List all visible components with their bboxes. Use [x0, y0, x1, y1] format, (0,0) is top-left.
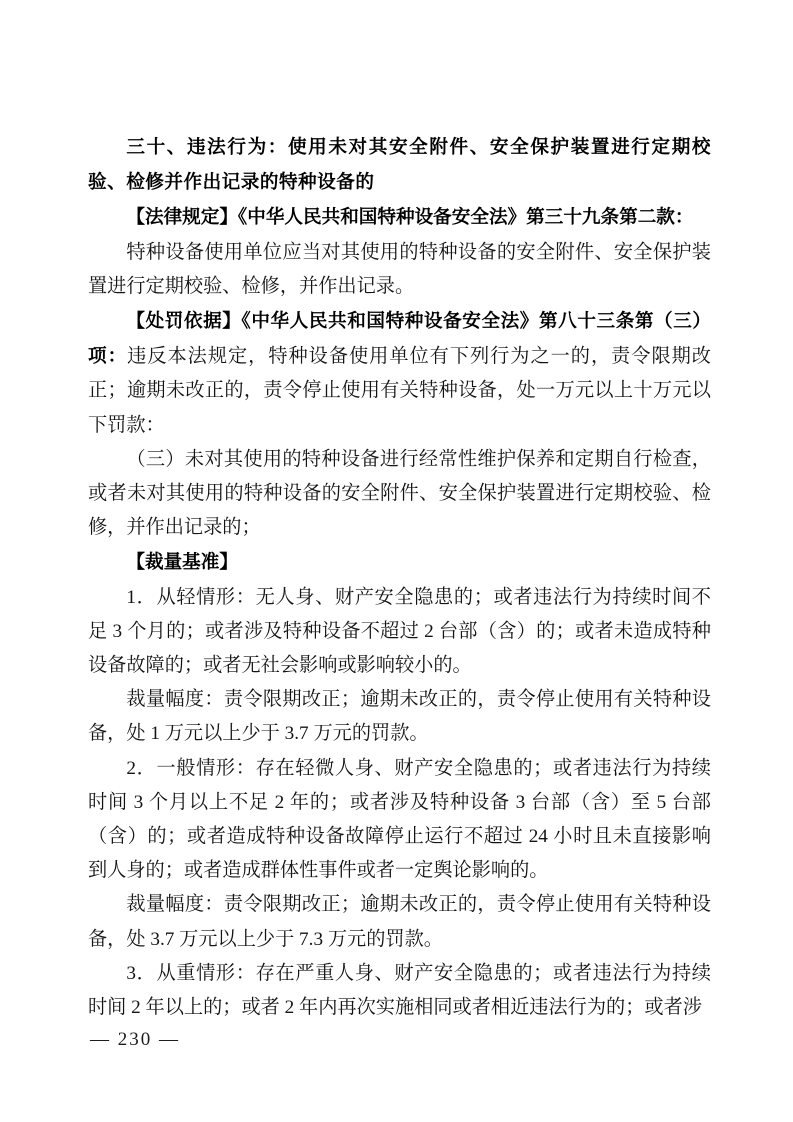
legal-provision-label-line-segment-1: 【法律规定】《中华人民共和国特种设备安全法》第三十九条第二款： [126, 206, 694, 228]
lenient-circumstances [88, 581, 711, 684]
page-number: — 230 — [90, 1029, 180, 1050]
discretion-benchmark-label [88, 545, 711, 580]
legal-provision-label-line [88, 200, 711, 235]
general-circumstances-segment-1: 2．一般情形：存在轻微人身、财产安全隐患的；或者违法行为持续时间 3 个月以上不足 2 年的；或者涉及特种设备 3 台部（含）至 5 台部（含）的；或者造成特种设备故障停止运行不超过 24 小时且未直接影响到人身的；或者造成群体性事件或者一定舆论影响的。 [88, 757, 711, 882]
penalty-item-three-segment-1: （三）未对其使用的特种设备进行经常性维护保养和定期自行检查，或者未对其使用的特种设备的安全附件、安全保护装置进行定期校验、检修，并作出记录的； [88, 448, 711, 539]
severe-circumstances-truncated-segment-1: 3．从重情形：存在严重人身、财产安全隐患的；或者违法行为持续时间 2 年以上的；或者 2 年内再次实施相同或者相近违法行为的；或者涉 [88, 962, 711, 1019]
lenient-discretion-range [88, 683, 711, 751]
penalty-basis-paragraph-segment-2: 违反本法规定，特种设备使用单位有下列行为之一的，责令限期改正；逾期未改正的，责令停止使用有关特种设备，处一万元以上十万元以下罚款： [88, 346, 711, 436]
legal-provision-text-segment-1: 特种设备使用单位应当对其使用的特种设备的安全附件、安全保护装置进行定期校验、检修，并作出记录。 [88, 241, 711, 297]
general-discretion-range-segment-1: 裁量幅度：责令限期改正；逾期未改正的，责令停止使用有关特种设备，处 3.7 万元以上少于 7.3 万元的罚款。 [88, 894, 711, 950]
discretion-benchmark-label-segment-1: 【裁量基准】 [126, 551, 238, 573]
legal-provision-text [88, 236, 711, 304]
general-discretion-range [88, 888, 711, 956]
document-body [88, 130, 711, 1025]
lenient-discretion-range-segment-1: 裁量幅度：责令限期改正；逾期未改正的，责令停止使用有关特种设备，处 1 万元以上少于 3.7 万元的罚款。 [88, 689, 711, 745]
general-circumstances [88, 752, 711, 889]
lenient-circumstances-segment-1: 1．从轻情形：无人身、财产安全隐患的；或者违法行为持续时间不足 3 个月的；或者涉及特种设备不超过 2 台部（含）的；或者未造成特种设备故障的；或者无社会影响或影响较小的。 [88, 586, 711, 677]
document-title-segment-1: 三十、违法行为：使用未对其安全附件、安全保护装置进行定期校验、检修并作出记录的特种设备的 [88, 136, 711, 193]
document-title [88, 130, 711, 200]
penalty-basis-paragraph [88, 304, 711, 443]
severe-circumstances-truncated [88, 957, 711, 1025]
penalty-basis-paragraph-segment-1: 【处罚依据】《中华人民共和国特种设备安全法》第八十三条第（三）项： [88, 310, 711, 367]
penalty-item-three [88, 443, 711, 546]
